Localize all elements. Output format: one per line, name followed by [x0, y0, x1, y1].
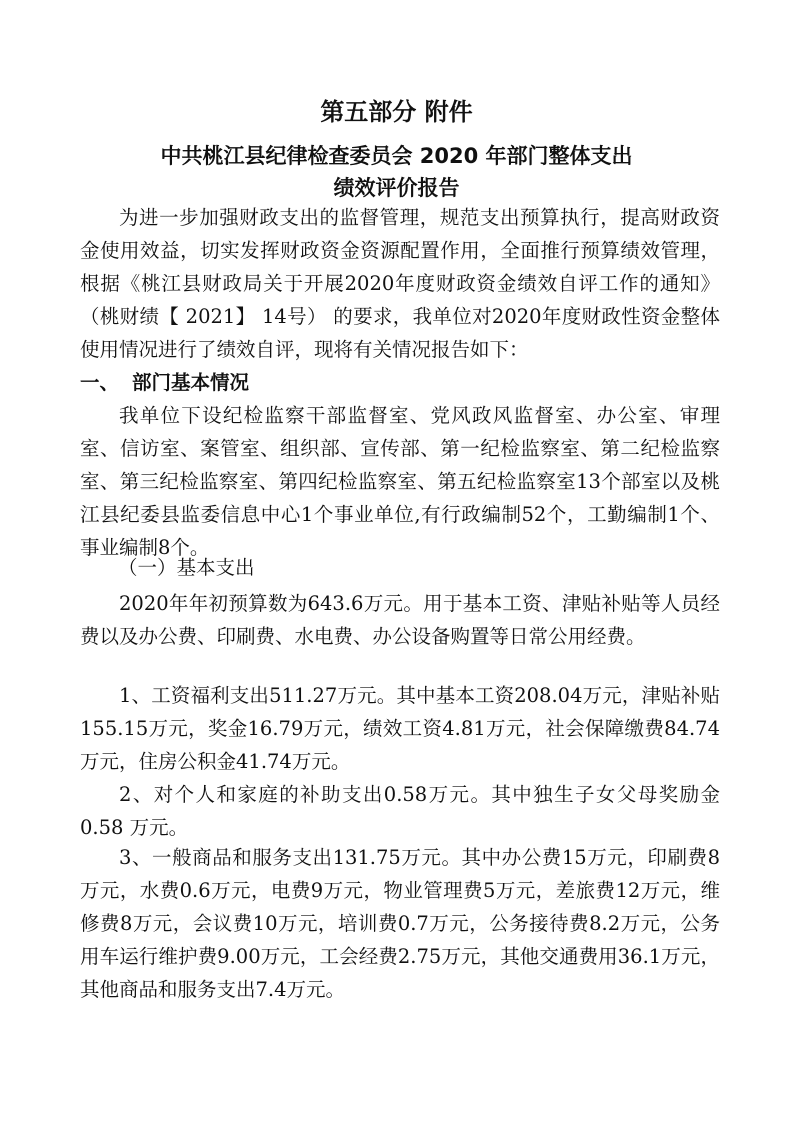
section-title: 部门基本情况: [132, 371, 250, 394]
expense-item-2: 2、对个人和家庭的补助支出0.58万元。其中独生子女父母奖励金0.58 万元。: [80, 783, 720, 839]
department-overview-paragraph: 我单位下设纪检监察干部监督室、党风政风监督室、办公室、审理室、信访室、案管室、组织部、宣传部、第一纪检监察室、第二纪检监察室、第三纪检监察室、第四纪检监察室、第五纪检监察室13个部室以及桃江县纪委县监委信息中心1个事业单位,有行政编制52个，工勤编制1个、事业编制8个。: [80, 404, 720, 559]
report-title-line-2: 绩效评价报告: [333, 176, 460, 200]
part-title: 第五部分 附件: [320, 98, 473, 126]
expense-item-1: 1、工资福利支出511.27万元。其中基本工资208.04万元，津贴补贴155.15万元，奖金16.79万元，绩效工资4.81万元，社会保障缴费84.74万元，住房公积金41.74万元。: [80, 684, 720, 773]
section-heading: [80, 366, 249, 399]
expense-item-3: 3、一般商品和服务支出131.75万元。其中办公费15万元，印刷费8万元，水费0.6万元，电费9万元，物业管理费5万元，差旅费12万元，维修费8万元，会议费10万元，培训费0.7万元，公务接待费8.2万元，公务用车运行维护费9.00万元，工会经费2.75万元，其他交通费用36.1万元，其他商品和服务支出7.4万元。: [80, 846, 720, 1001]
section-number: 一、: [80, 371, 120, 394]
subsection-heading: （一）基本支出: [118, 556, 255, 579]
budget-paragraph: 2020年年初预算数为643.6万元。用于基本工资、津贴补贴等人员经费以及办公费、印刷费、水电费、办公设备购置等日常公用经费。: [80, 592, 720, 648]
intro-paragraph: 为进一步加强财政支出的监督管理，规范支出预算执行，提高财政资金使用效益，切实发挥财政资金资源配置作用，全面推行预算绩效管理，根据《桃江县财政局关于开展2020年度财政资金绩效自评工作的通知》 （桃财绩【 2021】 14号） 的要求，我单位对2020年度财政性资金整体使用情况进行了绩效自评，现将有关情况报告如下：: [80, 206, 720, 361]
report-title-line-1: 中共桃江县纪律检查委员会 2020 年部门整体支出: [160, 144, 633, 168]
